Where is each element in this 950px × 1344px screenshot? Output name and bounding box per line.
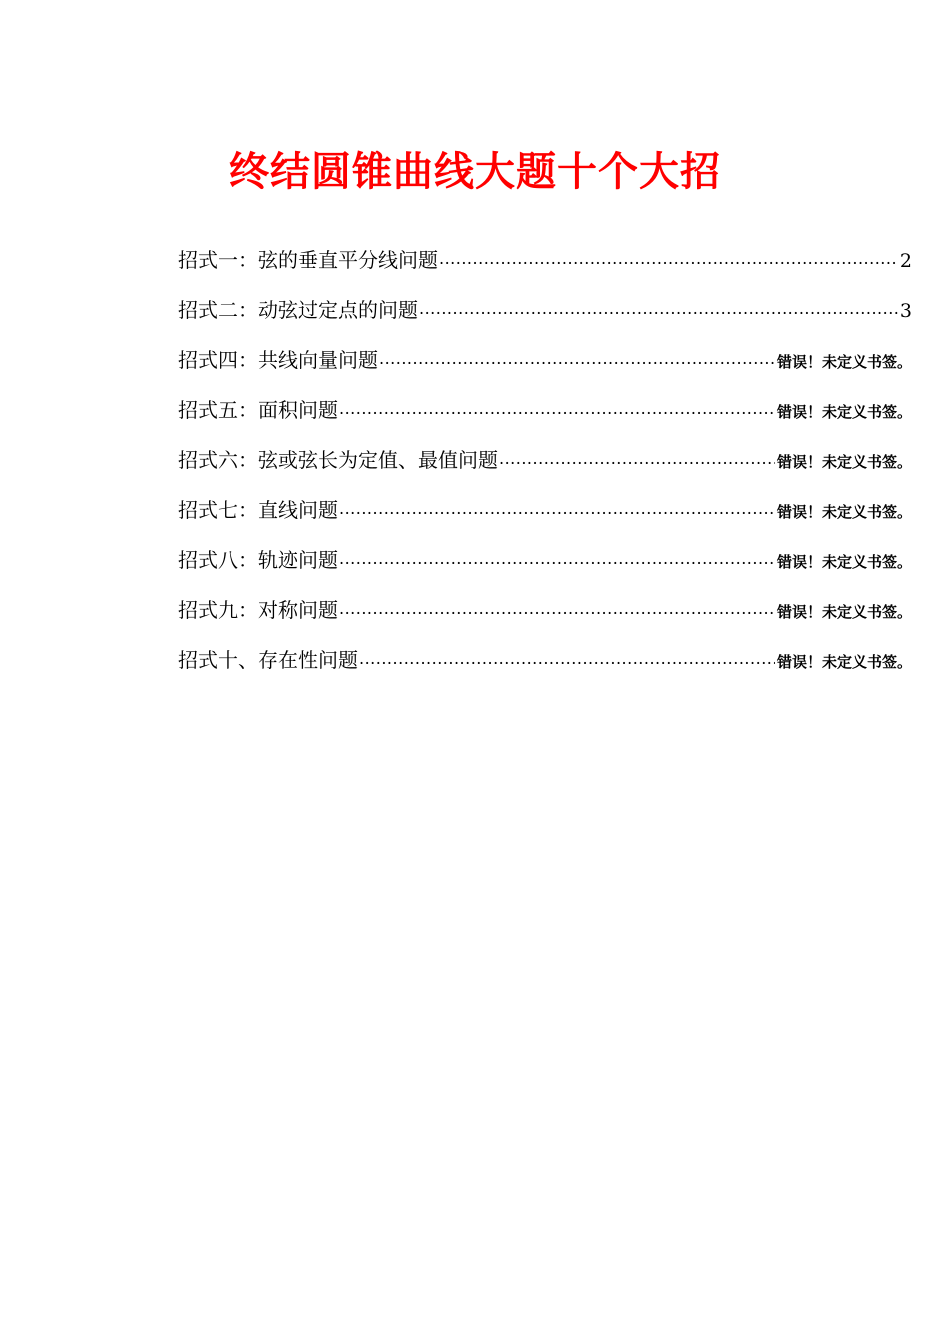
toc-entry-label: 招式九：对称问题 (178, 598, 338, 622)
toc-dot-leader (379, 347, 775, 367)
toc-entry-page: 2 (899, 250, 912, 272)
toc-entry-page-error: 错误！未定义书签。 (776, 503, 912, 521)
toc-entry-label: 招式七：直线问题 (178, 498, 338, 522)
toc-entry[interactable] (178, 538, 912, 588)
table-of-contents (178, 238, 912, 688)
toc-entry-label: 招式十、存在性问题 (178, 648, 358, 672)
toc-dot-leader (439, 247, 898, 267)
toc-entry[interactable] (178, 238, 912, 288)
toc-entry[interactable] (178, 338, 912, 388)
toc-entry-page-error: 错误！未定义书签。 (776, 553, 912, 571)
toc-entry[interactable] (178, 588, 912, 638)
toc-dot-leader (359, 647, 775, 667)
document-title: 终结圆锥曲线大题十个大招 (229, 149, 721, 195)
toc-dot-leader (339, 497, 775, 517)
toc-entry-label: 招式一：弦的垂直平分线问题 (178, 248, 438, 272)
toc-entry-label: 招式四：共线向量问题 (178, 348, 378, 372)
toc-entry[interactable] (178, 388, 912, 438)
toc-dot-leader (339, 547, 775, 567)
toc-entry[interactable] (178, 488, 912, 538)
toc-dot-leader (339, 597, 775, 617)
toc-dot-leader (499, 447, 775, 467)
toc-entry-page: 3 (899, 300, 912, 322)
toc-entry[interactable] (178, 438, 912, 488)
toc-entry-page-error: 错误！未定义书签。 (776, 403, 912, 421)
toc-entry-label: 招式二：动弦过定点的问题 (178, 298, 418, 322)
toc-entry-label: 招式六：弦或弦长为定值、最值问题 (178, 448, 498, 472)
toc-dot-leader (339, 397, 775, 417)
toc-entry[interactable] (178, 638, 912, 688)
toc-entry-page-error: 错误！未定义书签。 (776, 453, 912, 471)
toc-dot-leader (419, 297, 898, 317)
toc-entry[interactable] (178, 288, 912, 338)
toc-entry-page-error: 错误！未定义书签。 (776, 603, 912, 621)
toc-entry-label: 招式五：面积问题 (178, 398, 338, 422)
toc-entry-page-error: 错误！未定义书签。 (776, 653, 912, 671)
toc-entry-label: 招式八：轨迹问题 (178, 548, 338, 572)
toc-entry-page-error: 错误！未定义书签。 (776, 353, 912, 371)
